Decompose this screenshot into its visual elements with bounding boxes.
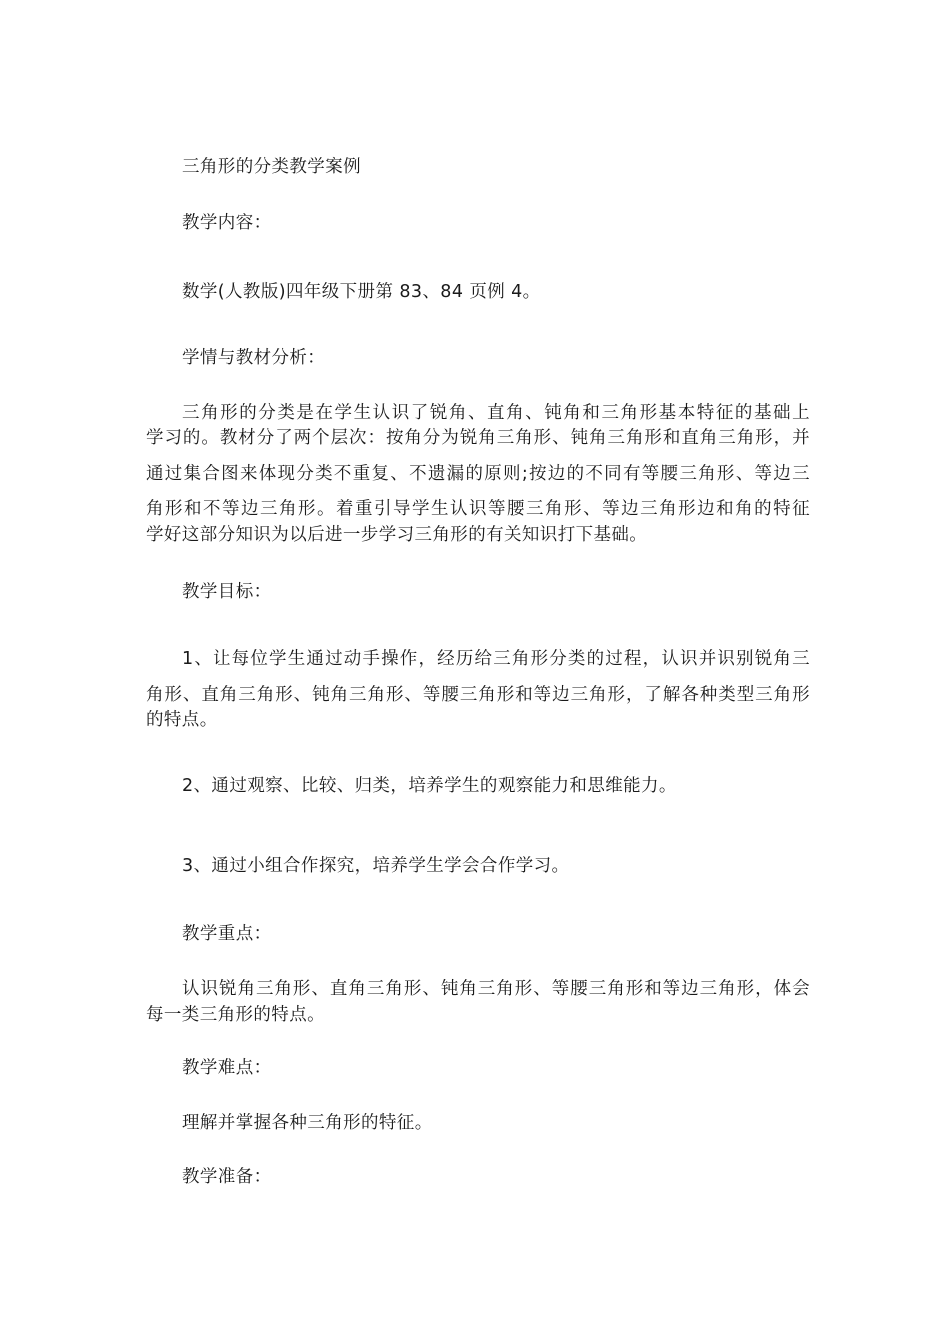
- analysis-line: 三角形的分类是在学生认识了锐角、直角、钝角和三角形基本特征的基础上: [182, 403, 810, 423]
- goal-line: 的特点。: [146, 710, 218, 730]
- goal-line: 角形、直角三角形、钝角三角形、等腰三角形和等边三角形，了解各种类型三角形: [146, 685, 810, 705]
- key-heading: 教学重点：: [182, 924, 272, 944]
- analysis-line: 学好这部分知识为以后进一步学习三角形的有关知识打下基础。: [146, 525, 648, 545]
- analysis-heading: 学情与教材分析：: [182, 348, 326, 368]
- goals-heading: 教学目标：: [182, 582, 272, 602]
- key-line: 每一类三角形的特点。: [146, 1005, 325, 1025]
- analysis-line: 学习的。教材分了两个层次：按角分为锐角三角形、钝角三角形和直角三角形，并: [146, 428, 810, 448]
- goal-line: 3、通过小组合作探究，培养学生学会合作学习。: [182, 856, 570, 876]
- prep-heading: 教学准备：: [182, 1167, 272, 1187]
- difficulty-heading: 教学难点：: [182, 1058, 272, 1078]
- content-heading: 教学内容：: [182, 213, 272, 233]
- key-line: 认识锐角三角形、直角三角形、钝角三角形、等腰三角形和等边三角形，体会: [182, 979, 810, 999]
- document-title: 三角形的分类教学案例: [182, 157, 361, 177]
- difficulty-text: 理解并掌握各种三角形的特征。: [182, 1113, 433, 1133]
- goal-line: 2、通过观察、比较、归类，培养学生的观察能力和思维能力。: [182, 776, 677, 796]
- analysis-line: 通过集合图来体现分类不重复、不遗漏的原则;按边的不同有等腰三角形、等边三: [146, 464, 810, 484]
- content-text: 数学(人教版)四年级下册第 83、84 页例 4。: [182, 282, 541, 302]
- analysis-line: 角形和不等边三角形。着重引导学生认识等腰三角形、等边三角形边和角的特征: [146, 499, 810, 519]
- goal-line: 1、让每位学生通过动手操作，经历给三角形分类的过程，认识并识别锐角三: [182, 649, 810, 669]
